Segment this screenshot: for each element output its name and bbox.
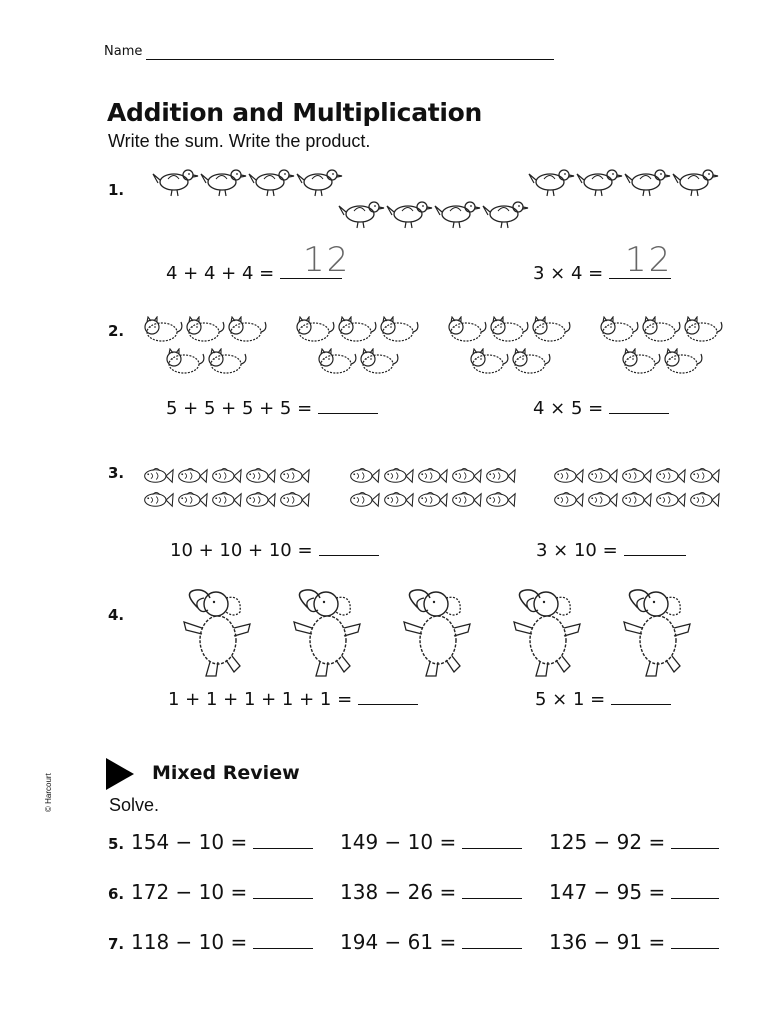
review-6b-blank[interactable]	[462, 882, 522, 899]
cat-icon	[446, 316, 488, 344]
fish-icon	[450, 490, 482, 510]
review-6a-blank[interactable]	[253, 882, 313, 899]
page-title: Addition and Multiplication	[107, 98, 483, 127]
cat-icon	[142, 316, 184, 344]
fish-icon	[348, 490, 380, 510]
review-7-number: 7.	[108, 935, 125, 953]
problem-4-number: 4.	[108, 606, 125, 624]
fish-icon	[552, 466, 584, 486]
fish-icon	[586, 490, 618, 510]
instructions: Write the sum. Write the product.	[108, 131, 371, 151]
elephant-icon	[616, 588, 696, 678]
bird-icon	[200, 166, 248, 198]
cat-icon	[682, 316, 724, 344]
review-7b: 194 − 61 =	[340, 930, 522, 954]
review-7c: 136 − 91 =	[549, 930, 719, 954]
review-6a: 172 − 10 =	[131, 880, 313, 904]
problem-3-product-blank[interactable]	[624, 541, 686, 556]
review-6c-blank[interactable]	[671, 882, 719, 899]
review-5a-blank[interactable]	[253, 832, 313, 849]
fish-icon	[176, 466, 208, 486]
cat-icon	[620, 348, 662, 376]
fish-icon	[176, 490, 208, 510]
cat-icon	[598, 316, 640, 344]
bird-icon	[672, 166, 720, 198]
cat-icon	[510, 348, 552, 376]
name-field[interactable]	[146, 59, 554, 60]
cat-icon	[206, 348, 248, 376]
fish-icon	[382, 466, 414, 486]
cat-icon	[640, 316, 682, 344]
problem-1-multiplication: 3 × 4 =	[533, 263, 671, 284]
problem-1-sum-answer: 12	[303, 240, 351, 280]
elephant-icon	[286, 588, 366, 678]
fish-icon	[210, 466, 242, 486]
bird-icon	[624, 166, 672, 198]
problem-1-number: 1.	[108, 181, 125, 199]
cat-icon	[378, 316, 420, 344]
bird-icon	[434, 198, 482, 230]
cat-icon	[294, 316, 336, 344]
fish-icon	[450, 466, 482, 486]
review-6c: 147 − 95 =	[549, 880, 719, 904]
bird-icon	[482, 198, 530, 230]
fish-icon	[382, 490, 414, 510]
review-6-number: 6.	[108, 885, 125, 903]
play-triangle-icon	[106, 758, 134, 790]
fish-icon	[278, 466, 310, 486]
review-7c-blank[interactable]	[671, 932, 719, 949]
problem-3-multiplication: 3 × 10 =	[536, 540, 686, 561]
fish-icon	[244, 466, 276, 486]
copyright: © Harcourt	[44, 773, 53, 812]
fish-icon	[484, 490, 516, 510]
cat-icon	[468, 348, 510, 376]
fish-icon	[416, 466, 448, 486]
cat-icon	[358, 348, 400, 376]
review-5b-blank[interactable]	[462, 832, 522, 849]
bird-icon	[386, 198, 434, 230]
fish-icon	[142, 490, 174, 510]
fish-icon	[210, 490, 242, 510]
review-5b: 149 − 10 =	[340, 830, 522, 854]
problem-3-number: 3.	[108, 464, 125, 482]
fish-icon	[654, 490, 686, 510]
review-7b-blank[interactable]	[462, 932, 522, 949]
bird-icon	[528, 166, 576, 198]
fish-icon	[552, 490, 584, 510]
cat-icon	[226, 316, 268, 344]
bird-icon	[248, 166, 296, 198]
cat-icon	[488, 316, 530, 344]
problem-2-number: 2.	[108, 322, 125, 340]
problem-2-sum-blank[interactable]	[318, 399, 378, 414]
problem-4-product-blank[interactable]	[611, 690, 671, 705]
fish-icon	[654, 466, 686, 486]
cat-icon	[530, 316, 572, 344]
review-6b: 138 − 26 =	[340, 880, 522, 904]
problem-4-addition: 1 + 1 + 1 + 1 + 1 =	[168, 689, 418, 710]
problem-4-multiplication: 5 × 1 =	[535, 689, 671, 710]
fish-icon	[620, 466, 652, 486]
bird-icon	[576, 166, 624, 198]
problem-2-multiplication: 4 × 5 =	[533, 398, 669, 419]
cat-icon	[164, 348, 206, 376]
fish-icon	[586, 466, 618, 486]
fish-icon	[244, 490, 276, 510]
elephant-icon	[396, 588, 476, 678]
bird-icon	[296, 166, 344, 198]
review-5c: 125 − 92 =	[549, 830, 719, 854]
review-5c-blank[interactable]	[671, 832, 719, 849]
fish-icon	[278, 490, 310, 510]
cat-icon	[662, 348, 704, 376]
problem-3-sum-blank[interactable]	[319, 541, 379, 556]
problem-2-addition: 5 + 5 + 5 + 5 =	[166, 398, 378, 419]
name-label: Name	[104, 44, 143, 59]
cat-icon	[316, 348, 358, 376]
fish-icon	[416, 490, 448, 510]
fish-icon	[348, 466, 380, 486]
bird-icon	[152, 166, 200, 198]
elephant-icon	[176, 588, 256, 678]
fish-icon	[688, 490, 720, 510]
fish-icon	[484, 466, 516, 486]
problem-2-product-blank[interactable]	[609, 399, 669, 414]
problem-1-product-answer: 12	[625, 240, 673, 280]
problem-1-addition: 4 + 4 + 4 =	[166, 263, 342, 284]
fish-icon	[620, 490, 652, 510]
cat-icon	[336, 316, 378, 344]
mixed-review-instruction: Solve.	[109, 795, 160, 815]
review-5a: 154 − 10 =	[131, 830, 313, 854]
problem-4-picture	[176, 588, 696, 678]
mixed-review-heading: Mixed Review	[152, 762, 300, 784]
review-7a-blank[interactable]	[253, 932, 313, 949]
problem-3-addition: 10 + 10 + 10 =	[170, 540, 379, 561]
fish-icon	[688, 466, 720, 486]
review-5-number: 5.	[108, 835, 125, 853]
bird-icon	[338, 198, 386, 230]
fish-icon	[142, 466, 174, 486]
elephant-icon	[506, 588, 586, 678]
problem-4-sum-blank[interactable]	[358, 690, 418, 705]
review-7a: 118 − 10 =	[131, 930, 313, 954]
cat-icon	[184, 316, 226, 344]
